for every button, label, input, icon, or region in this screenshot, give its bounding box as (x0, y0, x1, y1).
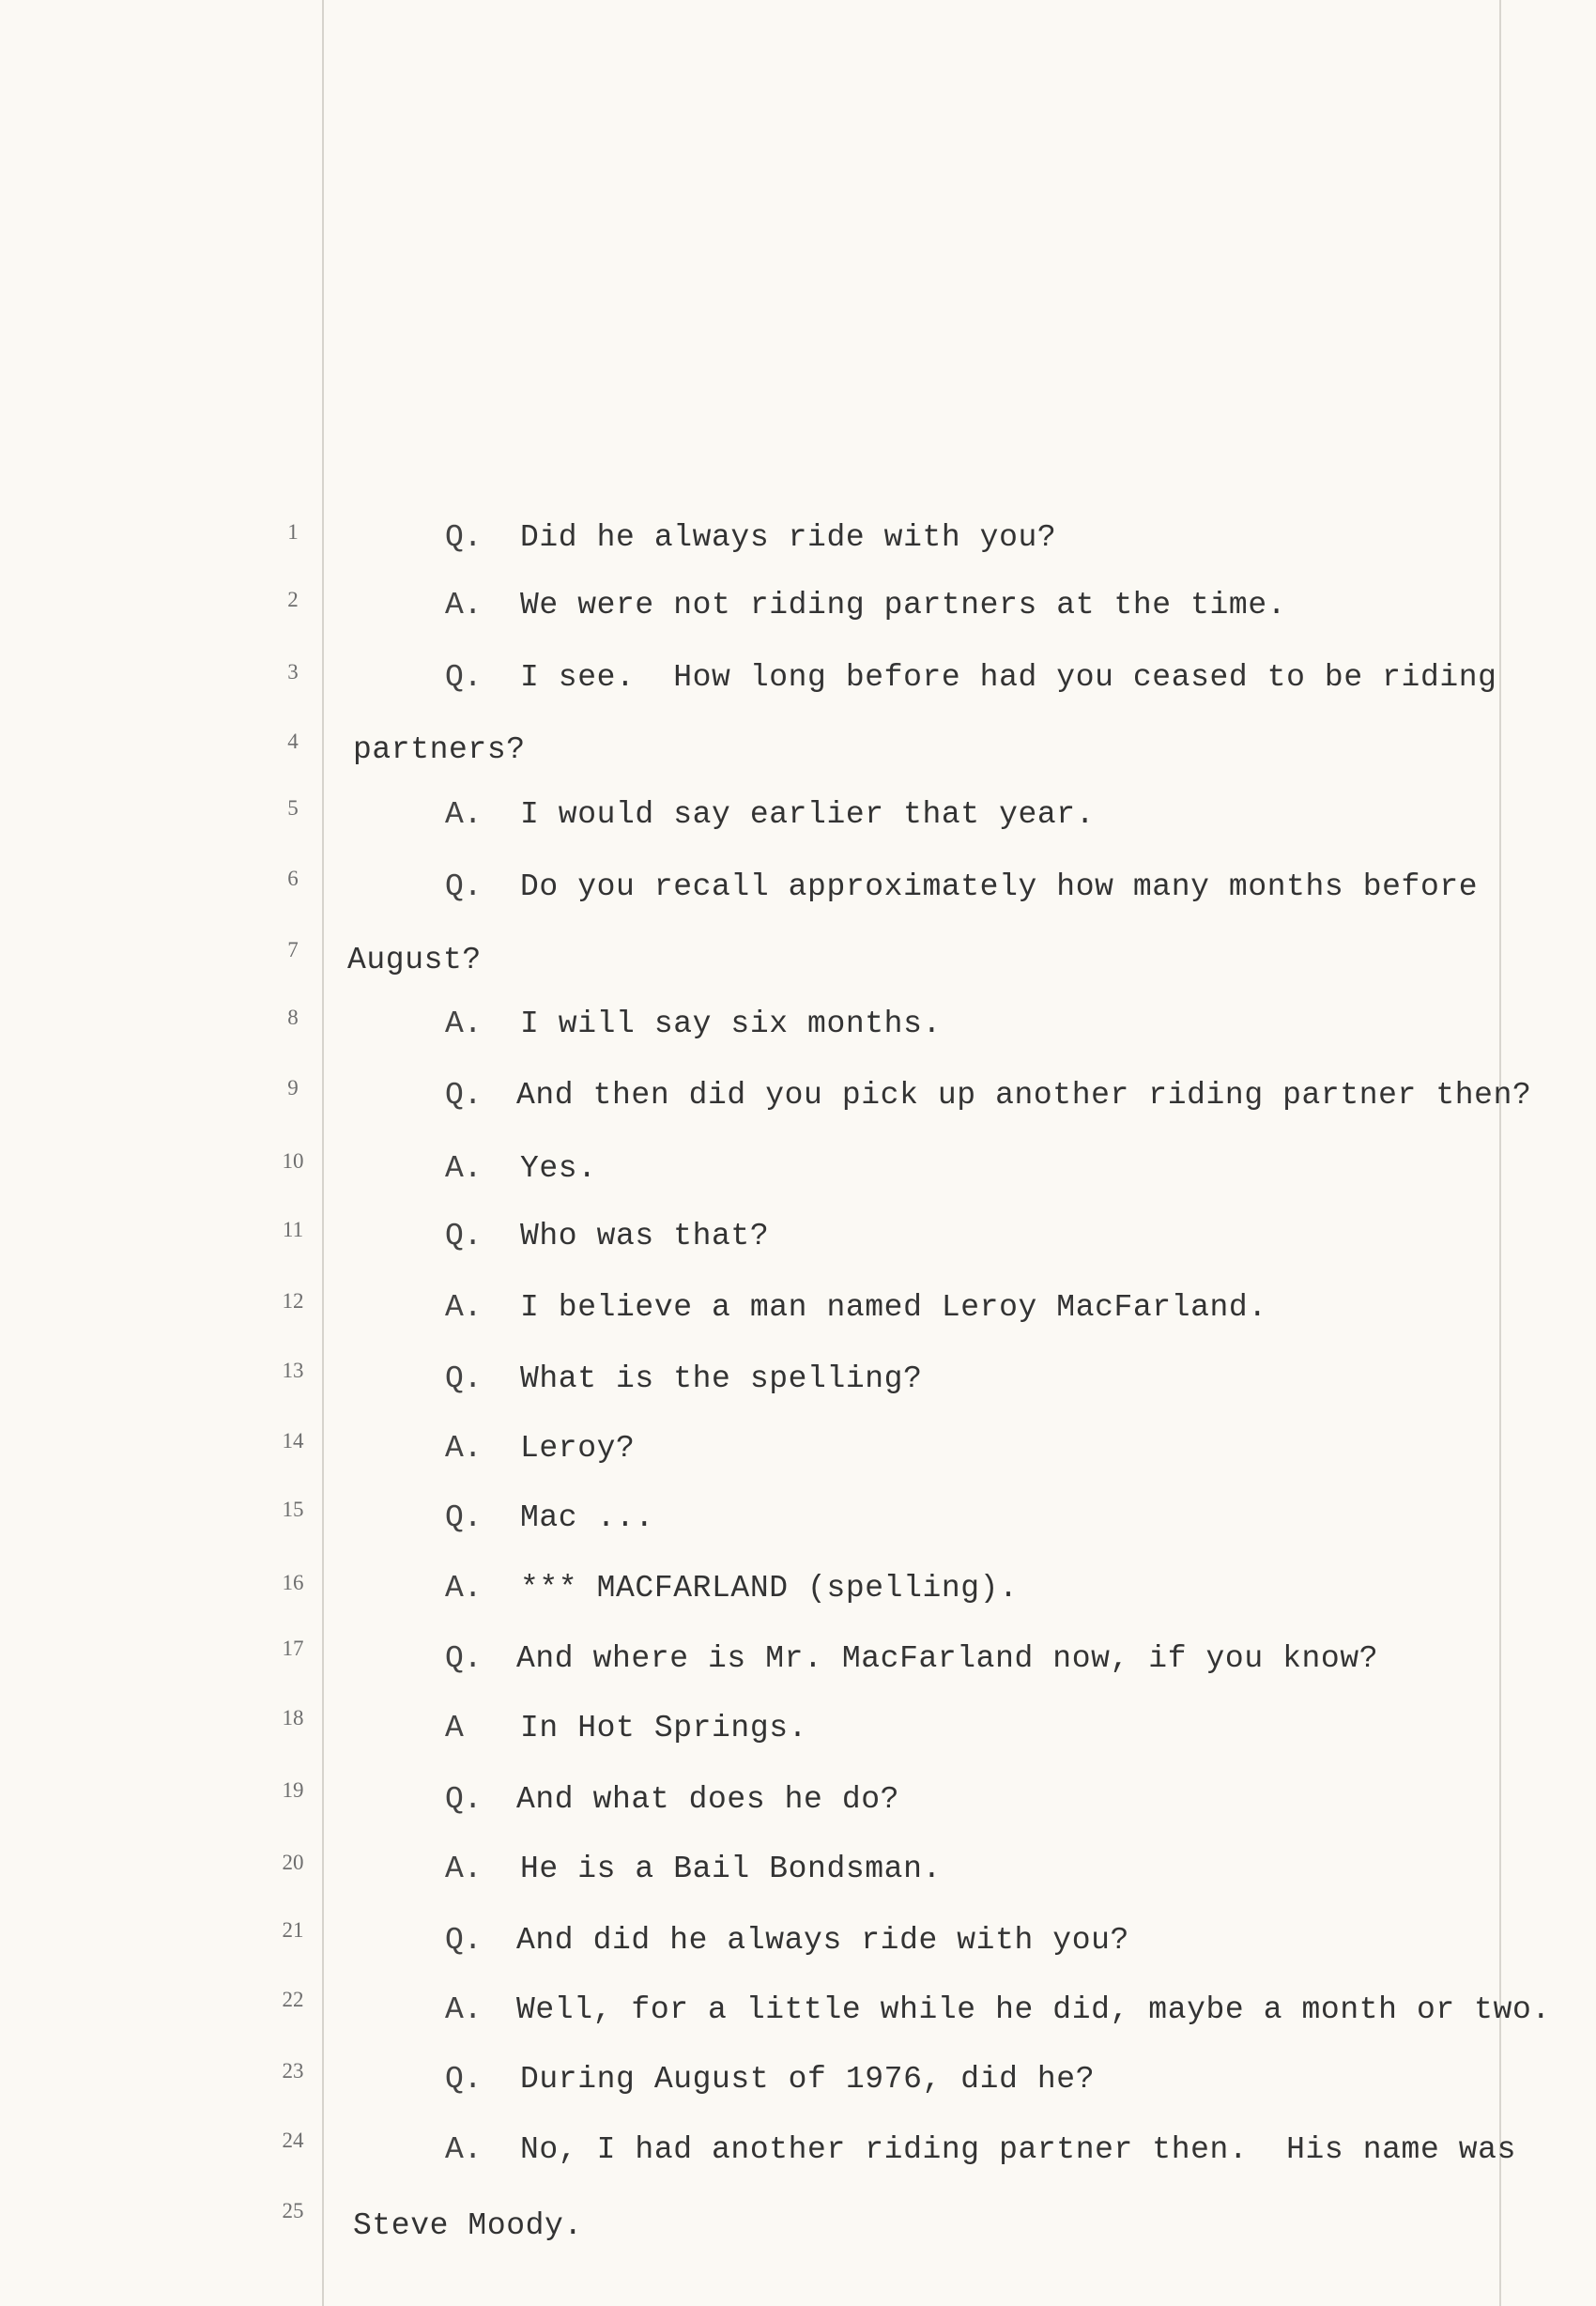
line-number: 5 (287, 796, 299, 820)
speaker-marker: A. (445, 1151, 483, 1186)
transcript-line: Who was that? (520, 1219, 770, 1253)
line-number: 18 (282, 1706, 304, 1730)
line-number: 17 (282, 1637, 304, 1660)
right-margin-rule (1499, 0, 1501, 2306)
transcript-line: August? (347, 943, 482, 977)
speaker-marker: Q. (445, 1361, 483, 1396)
line-number: 8 (287, 1006, 299, 1029)
transcript-line: I see. How long before had you ceased to be riding (520, 660, 1497, 695)
transcript-line: partners? (353, 732, 526, 767)
line-number: 23 (282, 2059, 304, 2083)
speaker-marker: A. (445, 588, 483, 623)
transcript-line: *** MACFARLAND (spelling). (520, 1571, 1019, 1606)
transcript-line: I would say earlier that year. (520, 797, 1096, 832)
speaker-marker: Q. (445, 1500, 483, 1535)
transcript-line: And where is Mr. MacFarland now, if you know? (516, 1641, 1379, 1676)
line-number: 1 (287, 520, 299, 544)
speaker-marker: A. (445, 1431, 483, 1466)
speaker-marker: Q. (445, 1782, 483, 1817)
transcript-line: We were not riding partners at the time. (520, 588, 1287, 623)
speaker-marker: Q. (445, 1219, 483, 1253)
line-number: 3 (287, 660, 299, 684)
line-number: 12 (282, 1289, 304, 1313)
speaker-marker: Q. (445, 1923, 483, 1958)
transcript-line: And then did you pick up another riding partner then? (516, 1078, 1532, 1113)
speaker-marker: A. (445, 1007, 483, 1041)
line-number: 22 (282, 1988, 304, 2011)
transcript-line: Mac ... (520, 1500, 654, 1535)
line-number: 19 (282, 1778, 304, 1802)
speaker-marker: A. (445, 1992, 483, 2027)
transcript-line: And did he always ride with you? (516, 1923, 1129, 1958)
transcript-line: Leroy? (520, 1431, 636, 1466)
line-number: 6 (287, 867, 299, 890)
line-number: 2 (287, 588, 299, 611)
line-number: 4 (287, 730, 299, 753)
line-number: 9 (287, 1076, 299, 1099)
speaker-marker: A. (445, 797, 483, 832)
speaker-marker: A. (445, 1852, 483, 1886)
speaker-marker: Q. (445, 1641, 483, 1676)
line-number: 7 (287, 938, 299, 961)
transcript-line: Steve Moody. (353, 2208, 583, 2243)
line-number: 15 (282, 1498, 304, 1521)
speaker-marker: Q. (445, 2062, 483, 2097)
transcript-line: Do you recall approximately how many months before (520, 869, 1479, 904)
left-margin-rule (322, 0, 324, 2306)
speaker-marker: A (445, 1711, 464, 1745)
line-number: 21 (282, 1918, 304, 1942)
line-number: 11 (282, 1218, 304, 1241)
transcript-line: Yes. (520, 1151, 597, 1186)
transcript-line: I believe a man named Leroy MacFarland. (520, 1290, 1267, 1325)
speaker-marker: A. (445, 1571, 483, 1606)
line-number: 10 (282, 1149, 304, 1173)
speaker-marker: Q. (445, 660, 483, 695)
transcript-line: Well, for a little while he did, maybe a month or two. (516, 1992, 1551, 2027)
transcript-line: During August of 1976, did he? (520, 2062, 1096, 2097)
speaker-marker: Q. (445, 869, 483, 904)
line-number: 14 (282, 1429, 304, 1453)
transcript-line: I will say six months. (520, 1007, 942, 1041)
transcript-line: And what does he do? (516, 1782, 900, 1817)
line-number: 25 (282, 2199, 304, 2222)
line-number: 13 (282, 1359, 304, 1382)
transcript-line: In Hot Springs. (520, 1711, 808, 1745)
transcript-line: Did he always ride with you? (520, 520, 1057, 555)
speaker-marker: Q. (445, 520, 483, 555)
line-number: 24 (282, 2129, 304, 2152)
transcript-line: He is a Bail Bondsman. (520, 1852, 942, 1886)
speaker-marker: A. (445, 2132, 483, 2167)
speaker-marker: A. (445, 1290, 483, 1325)
transcript-line: What is the spelling? (520, 1361, 923, 1396)
line-number: 16 (282, 1571, 304, 1594)
line-number: 20 (282, 1851, 304, 1874)
transcript-line: No, I had another riding partner then. His name was (520, 2132, 1516, 2167)
speaker-marker: Q. (445, 1078, 483, 1113)
